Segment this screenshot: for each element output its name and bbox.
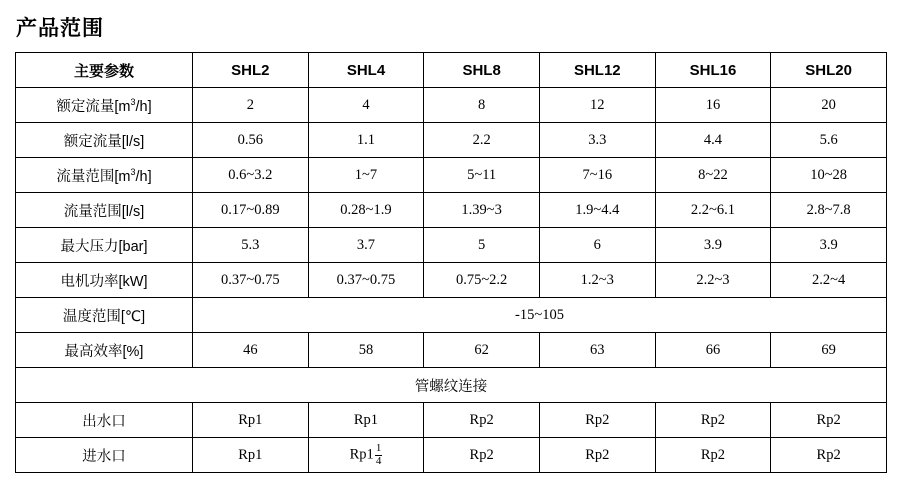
- table-row: [16, 333, 887, 368]
- cell-value: 1.2~3: [539, 263, 655, 298]
- cell-value: Rp2: [655, 438, 771, 473]
- cell-value: Rp2: [539, 438, 655, 473]
- cell-value: 6: [539, 228, 655, 263]
- row-label-superscript: 3: [130, 96, 136, 107]
- fraction: [375, 443, 383, 467]
- cell-value: Rp1: [193, 438, 309, 473]
- cell-value: 1~7: [308, 158, 424, 193]
- cell-value: 1.39~3: [424, 193, 540, 228]
- table-row: [16, 298, 887, 333]
- cell-value: 10~28: [771, 158, 887, 193]
- cell-value: 69: [771, 333, 887, 368]
- row-label-rated-flow-m3h: [16, 88, 193, 123]
- column-header-shl8: SHL8: [424, 53, 540, 88]
- cell-value: 58: [308, 333, 424, 368]
- cell-value: 4.4: [655, 123, 771, 158]
- cell-value: Rp2: [539, 403, 655, 438]
- table-section-row: [16, 368, 887, 403]
- cell-value: 3.7: [308, 228, 424, 263]
- cell-value: 5~11: [424, 158, 540, 193]
- row-label-max-pressure: 最大压力[bar]: [16, 228, 193, 263]
- cell-value: Rp2: [655, 403, 771, 438]
- table-row: [16, 263, 887, 298]
- cell-value: 2.2~4: [771, 263, 887, 298]
- table-row: [16, 228, 887, 263]
- cell-value: 2.2~6.1: [655, 193, 771, 228]
- table-header: [16, 53, 887, 88]
- cell-value: 2.2~3: [655, 263, 771, 298]
- cell-value: 2: [193, 88, 309, 123]
- cell-value: 16: [655, 88, 771, 123]
- table-row: [16, 403, 887, 438]
- cell-value: Rp2: [771, 403, 887, 438]
- row-label-inlet: 进水口: [16, 438, 193, 473]
- fraction-numerator: 1: [375, 441, 382, 454]
- row-label-suffix: /h]: [135, 168, 152, 185]
- cell-value: 62: [424, 333, 540, 368]
- cell-value: 0.28~1.9: [308, 193, 424, 228]
- cell-value: 5.6: [771, 123, 887, 158]
- cell-value: Rp2: [424, 438, 540, 473]
- column-header-shl16: SHL16: [655, 53, 771, 88]
- cell-value: Rp1: [193, 403, 309, 438]
- row-label-text: 流量范围[m: [56, 168, 131, 185]
- cell-value: 2.8~7.8: [771, 193, 887, 228]
- cell-value: 63: [539, 333, 655, 368]
- table-body: [16, 88, 887, 473]
- cell-value: 3.3: [539, 123, 655, 158]
- section-title-pipe-thread-connection: 管螺纹连接: [16, 368, 887, 403]
- row-label-rated-flow-ls: 额定流量[l/s]: [16, 123, 193, 158]
- cell-value: 8: [424, 88, 540, 123]
- cell-value: 3.9: [655, 228, 771, 263]
- table-row: [16, 88, 887, 123]
- cell-value: 0.17~0.89: [193, 193, 309, 228]
- column-header-parameter: 主要参数: [16, 53, 193, 88]
- cell-value: 1.1: [308, 123, 424, 158]
- column-header-shl4: SHL4: [308, 53, 424, 88]
- cell-value: 3.9: [771, 228, 887, 263]
- specification-table: [15, 52, 887, 473]
- table-row: [16, 193, 887, 228]
- cell-value: 0.75~2.2: [424, 263, 540, 298]
- table-header-row: [16, 53, 887, 88]
- row-label-outlet: 出水口: [16, 403, 193, 438]
- table-row: [16, 123, 887, 158]
- row-label-temperature-range: 温度范围[℃]: [16, 298, 193, 333]
- row-label-suffix: /h]: [135, 98, 152, 115]
- table-row: [16, 158, 887, 193]
- cell-value: 20: [771, 88, 887, 123]
- cell-value: 1.9~4.4: [539, 193, 655, 228]
- cell-value: 7~16: [539, 158, 655, 193]
- cell-value: 5: [424, 228, 540, 263]
- cell-value-text: Rp1: [349, 446, 374, 463]
- column-header-shl12: SHL12: [539, 53, 655, 88]
- fraction-denominator: 4: [375, 454, 382, 467]
- table-row: [16, 438, 887, 473]
- cell-value: Rp1: [308, 403, 424, 438]
- row-label-max-efficiency: 最高效率[%]: [16, 333, 193, 368]
- column-header-shl20: SHL20: [771, 53, 887, 88]
- row-label-motor-power: 电机功率[kW]: [16, 263, 193, 298]
- cell-value: 5.3: [193, 228, 309, 263]
- page-title: 产品范围: [16, 17, 104, 40]
- cell-value: 0.6~3.2: [193, 158, 309, 193]
- cell-value: Rp2: [424, 403, 540, 438]
- cell-value: Rp2: [771, 438, 887, 473]
- cell-value: 46: [193, 333, 309, 368]
- row-label-text: 额定流量[m: [56, 98, 131, 115]
- column-header-shl2: SHL2: [193, 53, 309, 88]
- cell-value: 2.2: [424, 123, 540, 158]
- row-label-flow-range-m3h: [16, 158, 193, 193]
- cell-value: 0.37~0.75: [308, 263, 424, 298]
- cell-value: 0.56: [193, 123, 309, 158]
- cell-value-with-fraction: [308, 438, 424, 473]
- row-label-superscript: 3: [130, 166, 136, 177]
- cell-value: 4: [308, 88, 424, 123]
- cell-value: 8~22: [655, 158, 771, 193]
- cell-value: 66: [655, 333, 771, 368]
- cell-value: 12: [539, 88, 655, 123]
- cell-value-merged-temperature: -15~105: [193, 298, 887, 333]
- row-label-flow-range-ls: 流量范围[l/s]: [16, 193, 193, 228]
- cell-value: 0.37~0.75: [193, 263, 309, 298]
